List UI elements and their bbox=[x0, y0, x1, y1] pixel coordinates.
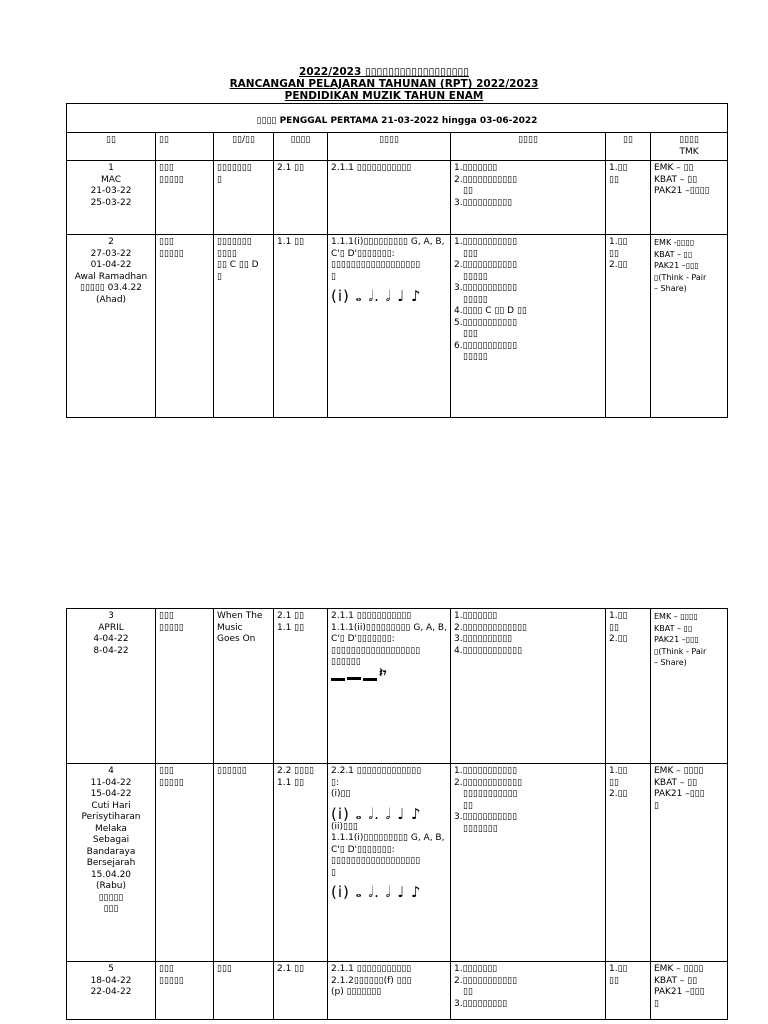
objectives-cell bbox=[451, 235, 606, 418]
list-item: 1.▯▯▯▯▯▯▯▯▯▯▯ ▯▯▯ bbox=[454, 237, 518, 259]
list-item: 1.▯▯▯▯▯▯▯▯▯▯▯ bbox=[454, 766, 518, 776]
topic-cell: When The Music Goes On bbox=[214, 609, 274, 764]
unit-cell: ▯▯▯ ▯▯▯▯▯ bbox=[156, 609, 214, 764]
content-text: 2.2.1 ▯▯▯▯▯▯▯▯▯▯▯▯▯ ▯: (i)▯▯ bbox=[331, 766, 422, 799]
header-year-line: 2022/2023 ▯▯▯▯▯▯▯▯▯▯▯▯▯▯▯▯▯▯ bbox=[299, 66, 469, 78]
music-notes-symbols: (i) 𝅝 𝅗𝅥. 𝅗𝅥 ♩ ♪ bbox=[331, 287, 422, 305]
unit-cell: ▯▯▯ ▯▯▯▯▯ bbox=[156, 235, 214, 418]
content-cell bbox=[328, 764, 451, 962]
objectives-cell bbox=[451, 609, 606, 764]
col-header-week: ▯▯ bbox=[67, 133, 156, 161]
unit-cell: ▯▯▯ ▯▯▯▯▯ bbox=[156, 161, 214, 235]
list-item: 2.▯▯▯▯▯▯▯▯▯▯▯▯ ▯▯▯▯▯▯▯▯▯▯▯ ▯▯ bbox=[454, 777, 523, 811]
col-header-unit: ▯▯ bbox=[156, 133, 214, 161]
week-cell: 2 27-03-22 01-04-22 Awal Ramadhan ▯▯▯▯▯ 03.4.22 (Ahad) bbox=[67, 235, 156, 418]
table-row bbox=[67, 962, 728, 1020]
col-header-standard: ▯▯▯▯ bbox=[274, 133, 328, 161]
list-item: 1.▯▯▯▯▯▯▯ bbox=[454, 611, 498, 621]
table-row bbox=[67, 764, 728, 962]
rpt-table-page2 bbox=[66, 608, 728, 1020]
list-item: 4.▯▯▯▯▯▯▯▯▯▯▯▯ bbox=[454, 645, 523, 656]
col-header-topic: ▯▯/▯▯ bbox=[214, 133, 274, 161]
standard-cell: 2.2 ▯▯▯▯ 1.1 ▯▯ bbox=[274, 764, 328, 962]
list-item: 3.▯▯▯▯▯▯▯▯▯▯ bbox=[454, 634, 513, 644]
standard-cell: 2.1 ▯▯ bbox=[274, 962, 328, 1020]
unit-cell: ▯▯▯ ▯▯▯▯▯ bbox=[156, 962, 214, 1020]
table-row bbox=[67, 609, 728, 764]
objectives-cell bbox=[451, 962, 606, 1020]
list-item: 2.▯▯▯▯▯▯▯▯▯▯▯ ▯▯▯▯▯ bbox=[454, 260, 518, 282]
topic-cell: ▯▯▯ bbox=[214, 962, 274, 1020]
content-cell bbox=[328, 235, 451, 418]
list-item: 6.▯▯▯▯▯▯▯▯▯▯▯ ▯▯▯▯▯ bbox=[454, 340, 518, 362]
term-caption: ▯▯▯▯ PENGGAL PERTAMA 21-03-2022 hingga 03-06-2022 bbox=[67, 104, 728, 133]
content-cell bbox=[328, 609, 451, 764]
topic-cell: ▯▯▯▯▯▯ bbox=[214, 764, 274, 962]
standard-cell: 2.1 ▯▯ bbox=[274, 161, 328, 235]
content-text: 1.1.1(i)▯▯▯▯▯▯▯▯▯ G, A, B, C'▯ D'▯▯▯▯▯▯▯: ▯▯▯▯▯▯▯▯▯▯▯▯▯▯▯▯▯▯ ▯ bbox=[331, 237, 445, 282]
week-cell: 5 18-04-22 22-04-22 bbox=[67, 962, 156, 1020]
list-item: 3.▯▯▯▯▯▯▯▯▯▯▯ ▯▯▯▯▯▯▯ bbox=[454, 812, 518, 834]
rest-symbols: 𝄽𝄾 bbox=[331, 672, 391, 684]
list-item: 2.▯▯▯▯▯▯▯▯▯▯▯ ▯▯ bbox=[454, 174, 518, 196]
week-cell: 4 11-04-22 15-04-22 Cuti Hari Perisytiharan Melaka Sebagai Bandaraya Bersejarah 15.04.20 (Rabu) ▯▯▯▯▯ ▯▯▯ bbox=[67, 764, 156, 962]
assessment-cell: 1.▯▯ ▯▯ 2.▯▯ bbox=[606, 235, 651, 418]
list-item: 1.▯▯▯▯▯▯▯ bbox=[454, 964, 498, 974]
table-row bbox=[67, 161, 728, 235]
document-header bbox=[0, 66, 768, 102]
standard-cell: 1.1 ▯▯ bbox=[274, 235, 328, 418]
list-item: 3.▯▯▯▯▯▯▯▯▯▯ bbox=[454, 197, 513, 208]
content-cell: 2.1.1 ▯▯▯▯▯▯▯▯▯▯▯ bbox=[328, 161, 451, 235]
objectives-cell bbox=[451, 161, 606, 235]
col-header-objectives: ▯▯▯▯ bbox=[451, 133, 606, 161]
list-item: 2.▯▯▯▯▯▯▯▯▯▯▯▯▯ bbox=[454, 622, 527, 633]
tmk-cell: EMK – ▯▯▯▯ KBAT – ▯▯ PAK21 –▯▯▯ ▯ bbox=[651, 962, 728, 1020]
col-header-assessment: ▯▯ bbox=[606, 133, 651, 161]
rpt-table-page1 bbox=[66, 103, 728, 418]
assessment-cell: 1.▯▯ ▯▯ 2.▯▯ bbox=[606, 764, 651, 962]
content-text: 2.1.1 ▯▯▯▯▯▯▯▯▯▯▯ 1.1.1(ii)▯▯▯▯▯▯▯▯▯ G, A, B, C'▯ D'▯▯▯▯▯▯▯: ▯▯▯▯▯▯▯▯▯▯▯▯▯▯▯▯▯▯ ▯▯▯▯▯▯ bbox=[331, 611, 447, 667]
col-header-tmk: ▯▯▯▯ TMK bbox=[651, 133, 728, 161]
objectives-cell bbox=[451, 764, 606, 962]
music-notes-symbols: (i) 𝅝 𝅗𝅥. 𝅗𝅥 ♩ ♪ bbox=[331, 883, 422, 901]
week-cell: 3 APRIL 4-04-22 8-04-22 bbox=[67, 609, 156, 764]
col-header-content: ▯▯▯▯ bbox=[328, 133, 451, 161]
tmk-cell: EMK – ▯▯▯▯ KBAT – ▯▯ PAK21 –▯▯▯ ▯(Think - Pair – Share) bbox=[651, 609, 728, 764]
list-item: 1.▯▯▯▯▯▯▯ bbox=[454, 163, 498, 173]
list-item: 2.▯▯▯▯▯▯▯▯▯▯▯ ▯▯ bbox=[454, 975, 518, 997]
assessment-cell: 1.▯▯ ▯▯ bbox=[606, 962, 651, 1020]
list-item: 3.▯▯▯▯▯▯▯▯▯▯▯ ▯▯▯▯▯ bbox=[454, 283, 518, 305]
tmk-cell: EMK -▯▯▯▯ KBAT – ▯▯ PAK21 –▯▯▯ ▯(Think - Pair – Share) bbox=[651, 235, 728, 418]
assessment-cell: 1.▯▯ ▯▯ bbox=[606, 161, 651, 235]
content-cell: 2.1.1 ▯▯▯▯▯▯▯▯▯▯▯ 2.1.2▯▯▯▯▯▯(f) ▯▯▯ (p) ▯▯▯▯▯▯▯ bbox=[328, 962, 451, 1020]
topic-cell: ▯▯▯▯▯▯▯ ▯ bbox=[214, 161, 274, 235]
standard-cell: 2.1 ▯▯ 1.1 ▯▯ bbox=[274, 609, 328, 764]
week-cell: 1 MAC 21-03-22 25-03-22 bbox=[67, 161, 156, 235]
topic-cell: ▯▯▯▯▯▯▯ ▯▯▯▯ ▯▯ C ▯▯ D ▯ bbox=[214, 235, 274, 418]
assessment-cell: 1.▯▯ ▯▯ 2.▯▯ bbox=[606, 609, 651, 764]
unit-cell: ▯▯▯ ▯▯▯▯▯ bbox=[156, 764, 214, 962]
header-rpt-title: RANCANGAN PELAJARAN TAHUNAN (RPT) 2022/2023 bbox=[229, 78, 539, 90]
tmk-cell: EMK – ▯▯▯▯ KBAT – ▯▯ PAK21 –▯▯▯ ▯ bbox=[651, 764, 728, 962]
list-item: 4.▯▯▯▯ C ▯▯ D ▯▯ bbox=[454, 306, 527, 316]
list-item: 3.▯▯▯▯▯▯▯▯▯ bbox=[454, 998, 508, 1009]
header-subject-title: PENDIDIKAN MUZIK TAHUN ENAM bbox=[284, 90, 484, 102]
list-item: 5.▯▯▯▯▯▯▯▯▯▯▯ ▯▯▯ bbox=[454, 317, 518, 339]
table-row bbox=[67, 235, 728, 418]
music-notes-symbols: (i) 𝅝 𝅗𝅥. 𝅗𝅥 ♩ ♪ bbox=[331, 804, 422, 823]
content-text-2: 1.1.1(i)▯▯▯▯▯▯▯▯▯ G, A, B, C'▯ D'▯▯▯▯▯▯▯: ▯▯▯▯▯▯▯▯▯▯▯▯▯▯▯▯▯▯ ▯ bbox=[331, 833, 445, 878]
tmk-cell: EMK – ▯▯ KBAT – ▯▯ PAK21 –▯▯▯▯ bbox=[651, 161, 728, 235]
content-ii-label: (ii)▯▯▯ bbox=[331, 821, 358, 832]
